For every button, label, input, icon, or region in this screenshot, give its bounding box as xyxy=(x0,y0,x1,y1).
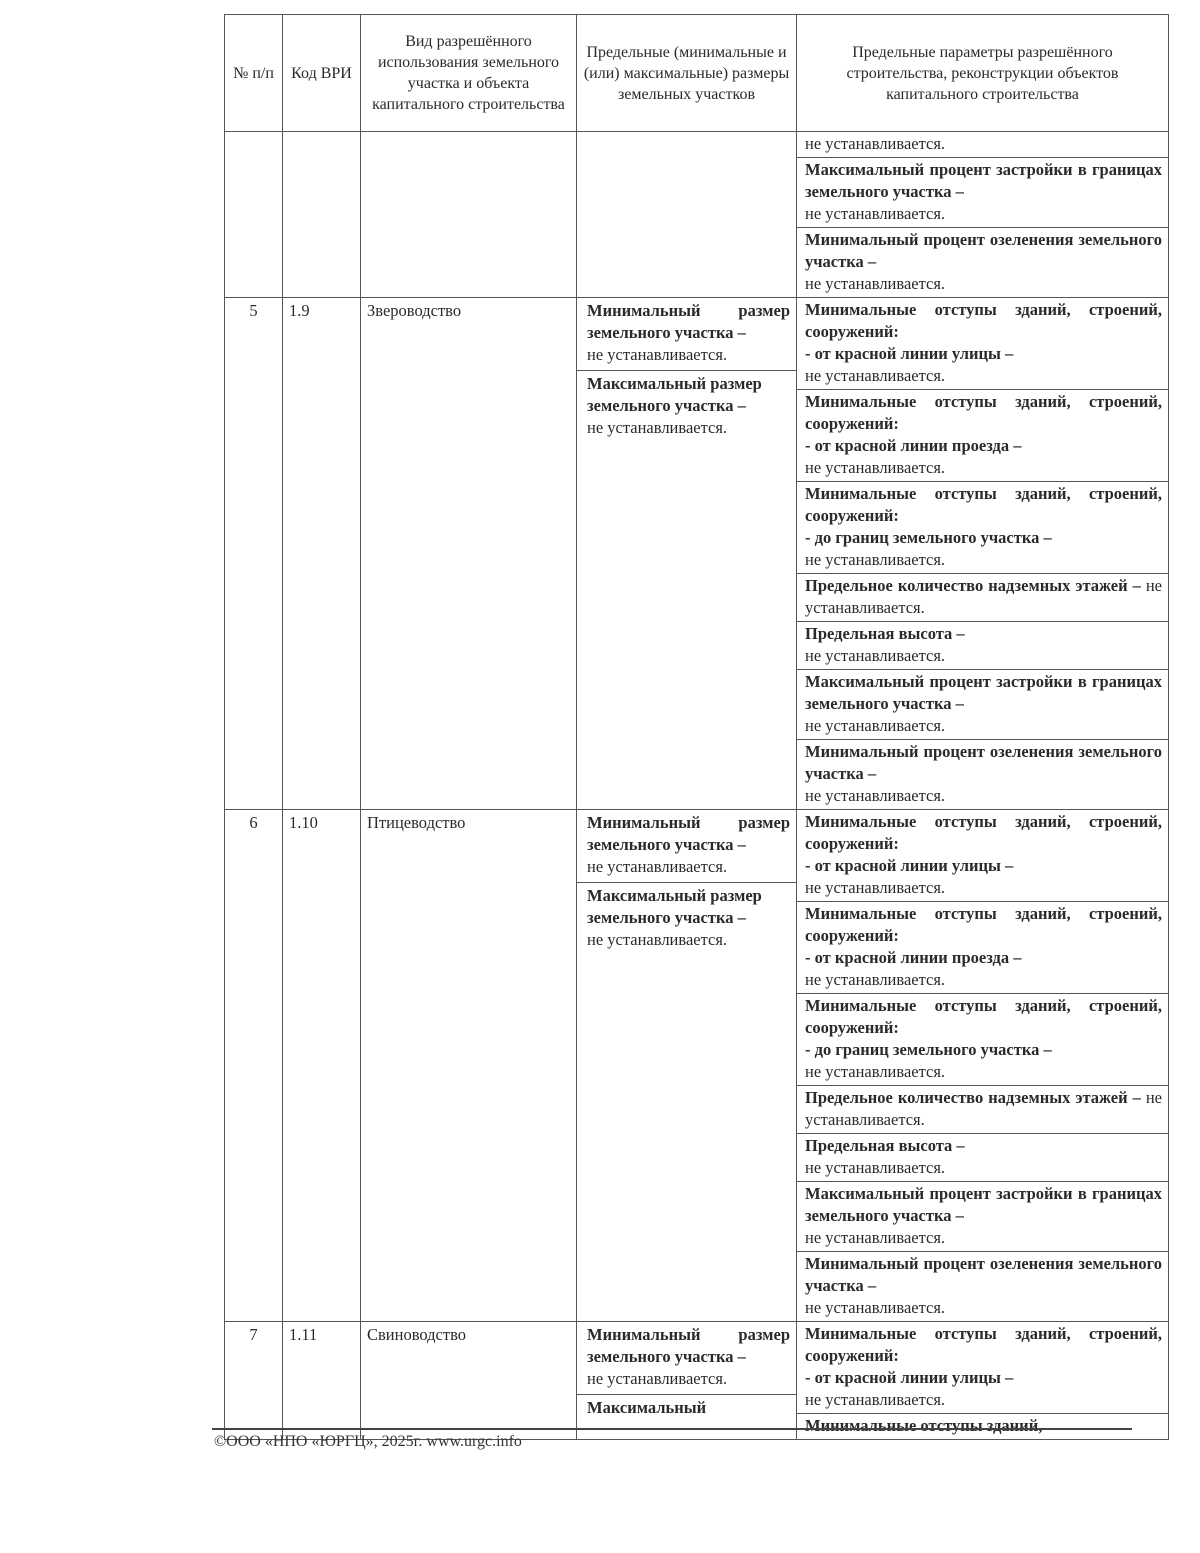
param-block: Минимальные отступы зданий, строений, сооружений: - от красной линии проезда – не устанавливается. xyxy=(797,901,1168,993)
param-block: Минимальные отступы зданий, строений, сооружений: - до границ земельного участка – не устанавливается. xyxy=(797,993,1168,1085)
size-min: Минимальный размер земельного участка – не устанавливается. xyxy=(587,1325,790,1388)
row-use: Звероводство xyxy=(367,301,462,320)
header-use: Вид разрешённого использования земельного участка и объекта капитального строительства xyxy=(361,15,577,132)
header-params: Предельные параметры разрешённого строительства, реконструкции объектов капитального строительства xyxy=(797,15,1169,132)
footer-divider xyxy=(212,1428,1132,1430)
param-block: Минимальный процент озеленения земельного участка – не устанавливается. xyxy=(797,739,1168,809)
row-number: 5 xyxy=(249,301,258,320)
header-code: Код ВРИ xyxy=(283,15,361,132)
param-block: Минимальный процент озеленения земельного участка – не устанавливается. xyxy=(797,1251,1168,1321)
row-code: 1.10 xyxy=(289,813,318,832)
size-max: Максимальный размер земельного участка – не устанавливается. xyxy=(577,882,796,955)
row-use: Птицеводство xyxy=(367,813,466,832)
param-block: Максимальный процент застройки в границах земельного участка – не устанавливается. xyxy=(797,157,1168,227)
table-row-continuation xyxy=(225,132,1169,298)
param-block: не устанавливается. xyxy=(805,134,946,153)
header-num: № п/п xyxy=(225,15,283,132)
size-max: Максимальный размер земельного участка – не устанавливается. xyxy=(577,370,796,443)
regulations-table xyxy=(224,14,1169,1440)
param-block: Максимальный процент застройки в границах земельного участка – не устанавливается. xyxy=(797,1181,1168,1251)
row-use: Свиноводство xyxy=(367,1325,467,1344)
footer-copyright: ©ООО «НПО «ЮРГЦ», 2025г. www.urgc.info xyxy=(214,1433,522,1450)
param-block: Предельная высота – не устанавливается. xyxy=(797,1133,1168,1181)
size-min: Минимальный размер земельного участка – не устанавливается. xyxy=(587,301,790,364)
param-block: Минимальные отступы зданий, строений, сооружений: - от красной линии улицы – не устанавливается. xyxy=(805,300,1162,385)
row-code: 1.9 xyxy=(289,301,310,320)
table-row xyxy=(225,1322,1169,1440)
row-number: 7 xyxy=(249,1325,258,1344)
table-header-row xyxy=(225,15,1169,132)
table-row xyxy=(225,810,1169,1322)
table-row xyxy=(225,298,1169,810)
param-block: Максимальный процент застройки в границах земельного участка – не устанавливается. xyxy=(797,669,1168,739)
param-block: Предельное количество надземных этажей – не устанавливается. xyxy=(797,1085,1168,1133)
param-block: Минимальные отступы зданий, xyxy=(797,1413,1168,1439)
param-block: Минимальные отступы зданий, строений, сооружений: - от красной линии улицы – не устанавливается. xyxy=(805,1324,1162,1409)
row-code: 1.11 xyxy=(289,1325,318,1344)
row-number: 6 xyxy=(249,813,258,832)
param-block: Предельная высота – не устанавливается. xyxy=(797,621,1168,669)
param-block: Минимальные отступы зданий, строений, сооружений: - от красной линии проезда – не устанавливается. xyxy=(797,389,1168,481)
size-max: Максимальный xyxy=(577,1394,796,1423)
size-min: Минимальный размер земельного участка – не устанавливается. xyxy=(587,813,790,876)
param-block: Предельное количество надземных этажей – не устанавливается. xyxy=(797,573,1168,621)
param-block: Минимальный процент озеленения земельного участка – не устанавливается. xyxy=(797,227,1168,297)
header-size: Предельные (минимальные и (или) максимальные) размеры земельных участков xyxy=(577,15,797,132)
param-block: Минимальные отступы зданий, строений, сооружений: - до границ земельного участка – не устанавливается. xyxy=(797,481,1168,573)
param-block: Минимальные отступы зданий, строений, сооружений: - от красной линии улицы – не устанавливается. xyxy=(805,812,1162,897)
